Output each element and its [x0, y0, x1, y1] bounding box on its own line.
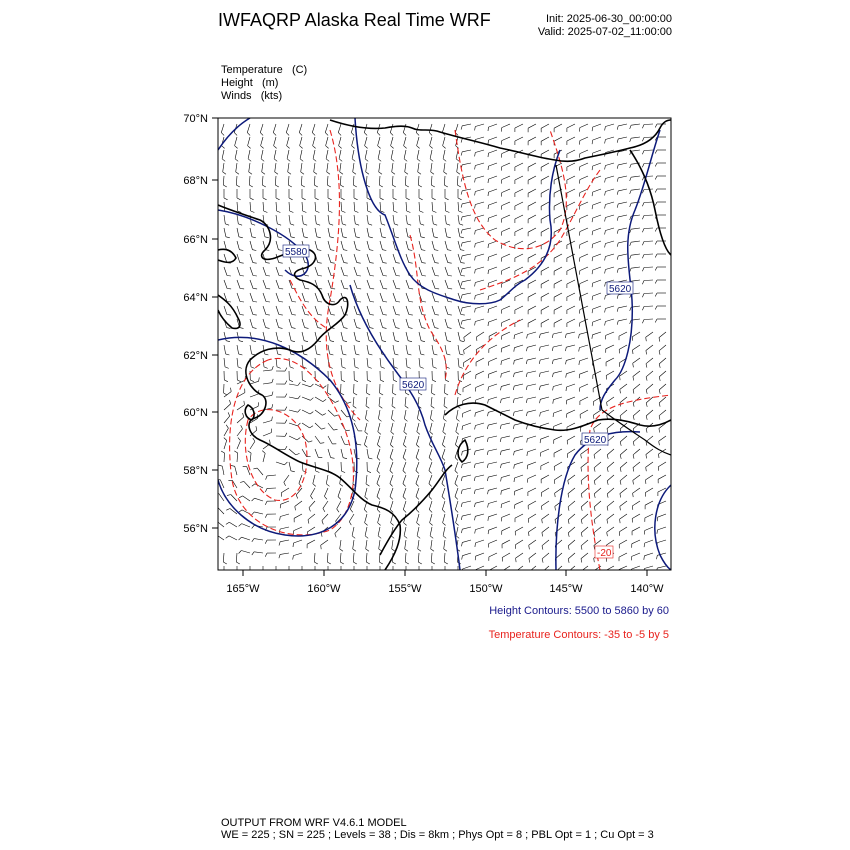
wind-barb-feather — [445, 575, 449, 577]
latitude-axis — [183, 113, 218, 535]
wind-barb-feather — [263, 575, 267, 577]
longitude-tick-label: 145°W — [549, 583, 583, 595]
height-contours-legend: Height Contours: 5500 to 5860 by 60 — [489, 605, 669, 617]
latitude-tick-label: 64°N — [183, 292, 208, 304]
wind-barb-feather — [581, 571, 582, 575]
latitude-tick-label: 56°N — [183, 523, 208, 535]
latitude-tick-label: 62°N — [183, 350, 208, 362]
wind-barb-feather — [213, 535, 217, 537]
longitude-tick-label: 140°W — [630, 583, 664, 595]
variable-name: Height — [221, 77, 253, 89]
height-contour-label: 5620 — [584, 435, 607, 446]
longitude-tick-label: 155°W — [388, 583, 422, 595]
init-time: Init: 2025-06-30_00:00:00 — [546, 13, 672, 25]
variable-name: Winds — [221, 90, 252, 102]
wind-barb-feather — [341, 575, 345, 577]
wind-barb-feather — [289, 575, 293, 577]
plot-title: IWFAQRP Alaska Real Time WRF — [218, 10, 491, 30]
longitude-tick-label: 160°W — [307, 583, 341, 595]
wind-barb-feather — [315, 575, 319, 577]
model-config-line: WE = 225 ; SN = 225 ; Levels = 38 ; Dis = 8km ; Phys Opt = 8 ; PBL Opt = 1 ; Cu Opt = 3 — [221, 829, 654, 841]
longitude-tick-label: 150°W — [469, 583, 503, 595]
wind-barb-feather — [458, 575, 462, 577]
height-contour-label: 5620 — [402, 380, 425, 391]
wind-barb-feather — [328, 575, 332, 577]
latitude-tick-label: 70°N — [183, 113, 208, 125]
model-output-line: OUTPUT FROM WRF V4.6.1 MODEL — [221, 817, 407, 829]
wind-barb-feather — [380, 575, 384, 577]
wind-barb-feather — [214, 508, 218, 509]
wind-barb-feather — [213, 521, 217, 523]
longitude-axis — [226, 570, 664, 595]
latitude-tick-label: 68°N — [183, 175, 208, 187]
wind-barb-feather — [367, 575, 371, 577]
wind-barb-feather — [354, 575, 358, 577]
wind-barb-feather — [516, 571, 517, 575]
wind-barb-feather — [224, 575, 228, 577]
wind-barb-feather — [529, 572, 530, 576]
wind-barb-feather — [432, 575, 436, 577]
variable-unit: (C) — [291, 64, 308, 76]
wind-barb-feather — [542, 572, 543, 576]
variable-unit: (kts) — [260, 90, 283, 102]
variable-name: Temperature — [221, 64, 283, 76]
longitude-tick-label: 165°W — [226, 583, 260, 595]
latitude-tick-label: 58°N — [183, 465, 208, 477]
wind-barb-feather — [406, 575, 410, 577]
temperature-contours-legend: Temperature Contours: -35 to -5 by 5 — [488, 629, 669, 641]
valid-time: Valid: 2025-07-02_11:00:00 — [537, 26, 672, 38]
wind-barb-feather — [555, 572, 556, 576]
wind-barb-feather — [393, 575, 397, 577]
wind-barb-feather — [419, 575, 423, 577]
height-contour-label: 5620 — [609, 284, 632, 295]
wind-barb-feather — [302, 575, 306, 577]
wind-barb-feather — [276, 575, 280, 577]
map-plot-area — [213, 118, 671, 577]
height-contour-label: 5580 — [285, 247, 308, 258]
wind-barb-feather — [568, 572, 569, 576]
latitude-tick-label: 60°N — [183, 407, 208, 419]
latitude-tick-label: 66°N — [183, 234, 208, 246]
wind-barb-feather — [237, 575, 241, 577]
variable-unit: (m) — [261, 77, 279, 89]
wind-barb-feather — [250, 575, 254, 577]
temperature-contour-label: -20 — [597, 548, 612, 559]
